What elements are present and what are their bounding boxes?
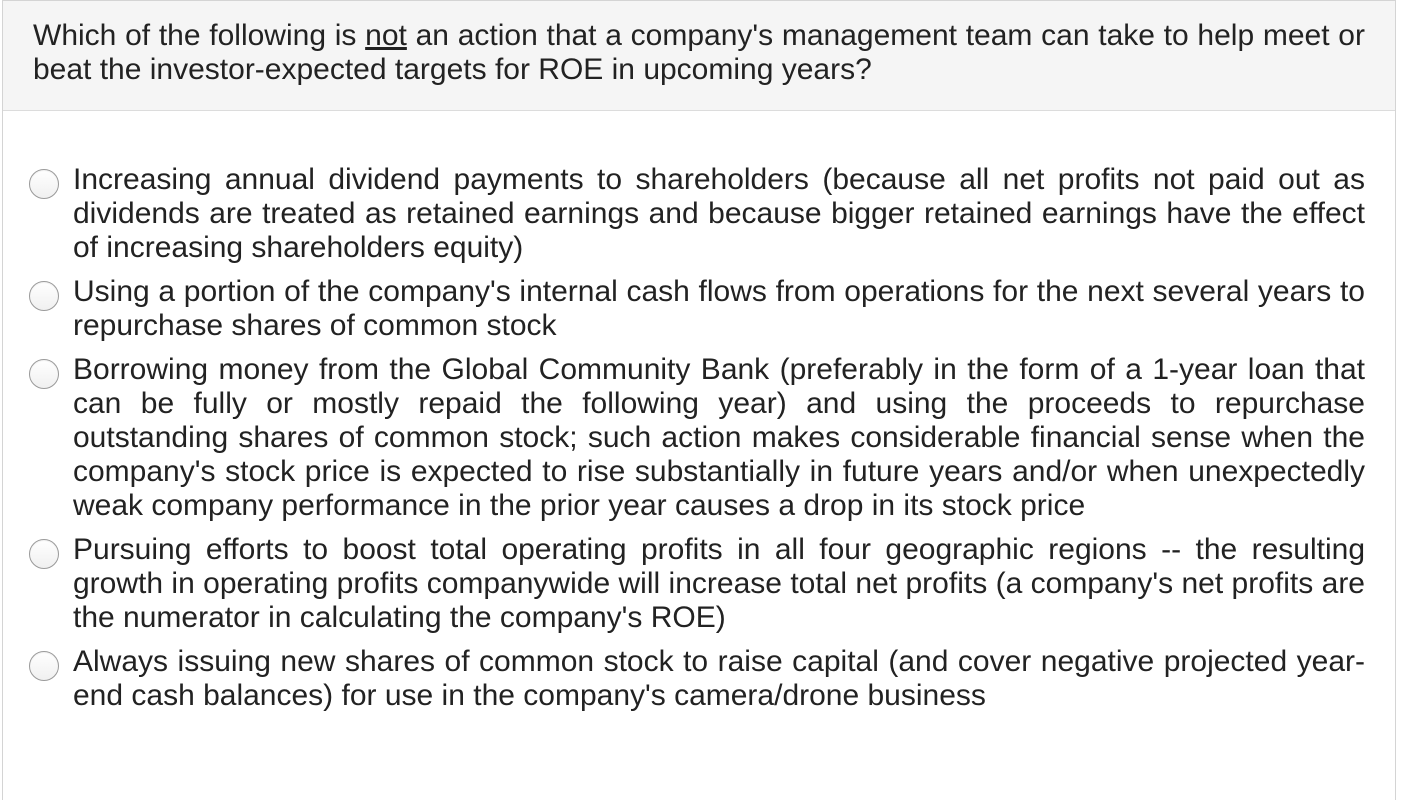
answer-option-4[interactable] (3, 533, 1395, 635)
answer-option-1[interactable] (3, 163, 1395, 265)
answer-option-label: Using a portion of the company's internal cash flows from operations for the next several years to repurchase shares of common stock (73, 275, 1365, 342)
question-emphasis: not (365, 19, 407, 52)
question-text-start: Which of the following is (33, 19, 366, 52)
answer-option-label: Increasing annual dividend payments to shareholders (because all net profits not paid out as dividends are treated as retained earnings and because bigger retained earnings have the effect of increasing shareholders equity) (73, 163, 1365, 264)
radio-button-4[interactable] (29, 539, 59, 569)
answer-option-label: Always issuing new shares of common stock to raise capital (and cover negative projected year-end cash balances) for use in the company's camera/drone business (73, 645, 1365, 712)
radio-button-1[interactable] (29, 169, 59, 199)
answer-option-3[interactable] (3, 353, 1395, 523)
radio-button-2[interactable] (29, 281, 59, 311)
radio-button-5[interactable] (29, 651, 59, 681)
radio-button-3[interactable] (29, 359, 59, 389)
answer-option-label: Borrowing money from the Global Community Bank (preferably in the form of a 1-year loan that can be fully or mostly repaid the following year) and using the proceeds to repurchase outstanding shares of common stock; such action makes considerable financial sense when the company's stock price is expected to rise substantially in future years and/or when unexpectedly weak company performance in the prior year causes a drop in its stock price (73, 353, 1365, 522)
question-panel (2, 0, 1396, 800)
answer-option-2[interactable] (3, 275, 1395, 343)
answer-option-label: Pursuing efforts to boost total operating profits in all four geographic regions -- the resulting growth in operating profits companywide will increase total net profits (a company's net profits are the numerator in calculating the company's ROE) (73, 533, 1365, 634)
question-header (3, 1, 1395, 111)
answer-option-5[interactable] (3, 645, 1395, 713)
question-text-end: an action that a company's management team can take to help meet or beat the investor-expected targets for ROE in upcoming years? (33, 19, 1365, 86)
answer-options (3, 111, 1395, 713)
